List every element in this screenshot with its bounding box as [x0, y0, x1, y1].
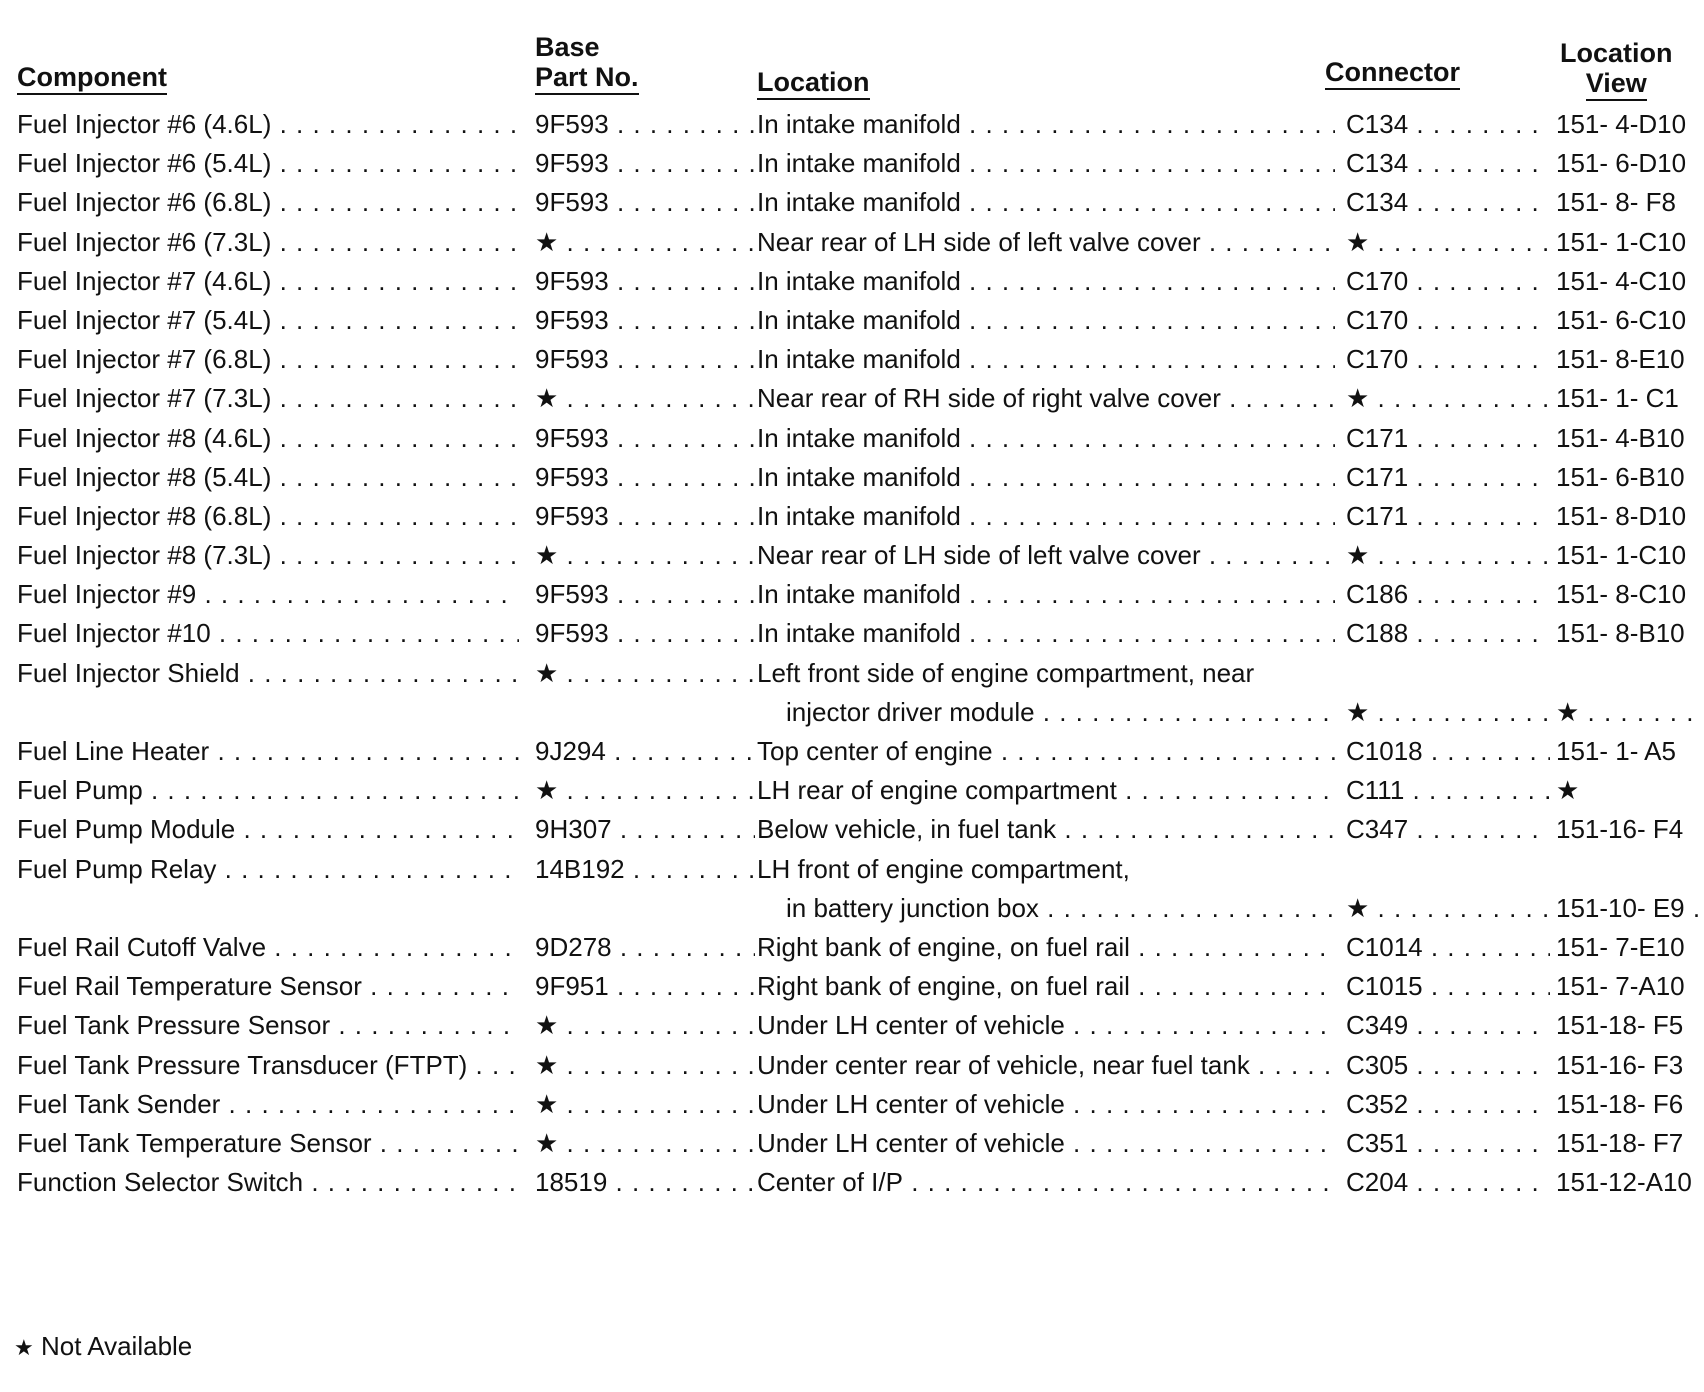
- component-cell: Fuel Injector #8 (4.6L) . . .: [17, 423, 519, 453]
- table-row: [0, 810, 1704, 849]
- part-number-cell: 9F593 . . .: [535, 109, 755, 139]
- part-number-cell: 9J294 . . .: [535, 736, 755, 766]
- location-view-cell: 151- 4-D10: [1556, 109, 1687, 139]
- component-cell: Fuel Injector #6 (7.3L) . . .: [17, 227, 519, 257]
- table-row: [0, 850, 1704, 928]
- location-view-cell: 151-16- F3: [1556, 1049, 1684, 1080]
- component-cell: Fuel Rail Cutoff Valve . . .: [17, 932, 519, 962]
- location-cell: In intake manifold . . .: [757, 462, 1335, 492]
- location-view-cell: 151- 8-E10: [1556, 344, 1685, 375]
- part-number-cell: 9F593 . . .: [535, 344, 755, 374]
- connector-cell: ★ . . .: [1346, 383, 1550, 413]
- table-row: [0, 301, 1704, 340]
- component-cell: Fuel Injector Shield . . .: [17, 658, 519, 688]
- part-number-cell: ★ . . .: [535, 540, 755, 570]
- star-icon: ★: [14, 1335, 34, 1360]
- location-cell: In intake manifold . . .: [757, 148, 1335, 178]
- location-cell: In intake manifold . . .: [757, 305, 1335, 335]
- table-body: [0, 105, 1704, 1202]
- part-number-cell: 9F593 . . .: [535, 579, 755, 609]
- table-row: [0, 1163, 1704, 1202]
- header-view-line2: View: [1586, 68, 1647, 101]
- connector-cell: C204 . . .: [1346, 1167, 1550, 1197]
- part-number-cell: ★ . . .: [535, 227, 755, 257]
- header-component-label: Component: [17, 62, 167, 95]
- location-cell: In intake manifold . . .: [757, 501, 1335, 531]
- connector-cell: C170 . . .: [1346, 266, 1550, 296]
- connector-cell: C1018 . . .: [1346, 736, 1550, 766]
- header-connector-label: Connector: [1325, 57, 1460, 90]
- component-cell: Fuel Tank Pressure Transducer (FTPT) . . .: [17, 1050, 519, 1080]
- location-cell: Center of I/P . . .: [757, 1167, 1335, 1197]
- connector-cell: C171 . . .: [1346, 501, 1550, 531]
- location-view-cell: 151- 4-C10: [1556, 265, 1687, 296]
- part-number-cell: 18519 . . .: [535, 1167, 755, 1197]
- table-row: [0, 458, 1704, 497]
- part-number-cell: ★ . . .: [535, 658, 755, 688]
- header-part-line1: Base: [535, 32, 600, 62]
- table-row: [0, 262, 1704, 301]
- component-cell: Fuel Tank Temperature Sensor . . .: [17, 1128, 519, 1158]
- location-cell: In intake manifold . . .: [757, 344, 1335, 374]
- location-view-cell: 151- 7-E10: [1556, 931, 1685, 962]
- location-cell: LH front of engine compartment,: [757, 853, 1130, 884]
- part-number-cell: 9F593 . . .: [535, 266, 755, 296]
- table-row: [0, 536, 1704, 575]
- location-view-cell: 151- 8-B10: [1556, 618, 1685, 649]
- location-view-cell: 151-12-A10: [1556, 1167, 1692, 1198]
- header-location-label: Location: [757, 67, 870, 100]
- location-view-cell: 151- 8- F8: [1556, 187, 1676, 218]
- table-row: [0, 419, 1704, 458]
- location-view-cell: 151-16- F4: [1556, 814, 1684, 845]
- footnote-text: Not Available: [40, 1331, 193, 1361]
- connector-cell: C186 . . .: [1346, 579, 1550, 609]
- location-cell: In intake manifold . . .: [757, 266, 1335, 296]
- location-cell-line2: injector driver module . . .: [786, 697, 1335, 727]
- component-cell: Fuel Injector #9 . . .: [17, 579, 519, 609]
- table-row: [0, 614, 1704, 653]
- location-cell: Right bank of engine, on fuel rail . . .: [757, 971, 1335, 1001]
- connector-cell: C1014 . . .: [1346, 932, 1550, 962]
- location-view-cell: 151- 6-D10: [1556, 148, 1687, 179]
- location-cell: In intake manifold . . .: [757, 579, 1335, 609]
- connector-cell: C171 . . .: [1346, 423, 1550, 453]
- part-number-cell: 9F593 . . .: [535, 462, 755, 492]
- header-component: [17, 62, 167, 95]
- component-cell: Fuel Pump Module . . .: [17, 814, 519, 844]
- part-number-cell: 9F593 . . .: [535, 618, 755, 648]
- component-cell: Fuel Injector #7 (4.6L) . . .: [17, 266, 519, 296]
- location-cell: Right bank of engine, on fuel rail . . .: [757, 932, 1335, 962]
- part-number-cell: ★ . . .: [535, 775, 755, 805]
- component-cell: Fuel Rail Temperature Sensor . . .: [17, 971, 519, 1001]
- component-cell: Fuel Injector #7 (5.4L) . . .: [17, 305, 519, 335]
- component-cell: Fuel Injector #10 . . .: [17, 618, 519, 648]
- connector-cell: C171 . . .: [1346, 462, 1550, 492]
- component-cell: Function Selector Switch . . .: [17, 1167, 519, 1197]
- connector-cell: C170 . . .: [1346, 344, 1550, 374]
- location-cell: Below vehicle, in fuel tank . . .: [757, 814, 1335, 844]
- location-view-cell: 151-10- E9 . . .: [1556, 893, 1704, 923]
- component-cell: Fuel Injector #8 (5.4L) . . .: [17, 462, 519, 492]
- connector-cell: C134 . . .: [1346, 109, 1550, 139]
- location-view-cell: 151-18- F6: [1556, 1088, 1684, 1119]
- component-cell: Fuel Injector #6 (5.4L) . . .: [17, 148, 519, 178]
- location-cell: Under LH center of vehicle . . .: [757, 1128, 1335, 1158]
- component-cell: Fuel Injector #6 (6.8L) . . .: [17, 187, 519, 217]
- table-row: [0, 497, 1704, 536]
- table-row: [0, 105, 1704, 144]
- location-view-cell: 151-18- F5: [1556, 1010, 1684, 1041]
- table-row: [0, 144, 1704, 183]
- location-cell: Under center rear of vehicle, near fuel tank . . .: [757, 1050, 1335, 1080]
- location-cell: In intake manifold . . .: [757, 109, 1335, 139]
- header-location: [757, 67, 870, 100]
- location-cell: Top center of engine . . .: [757, 736, 1335, 766]
- part-number-cell: ★ . . .: [535, 1010, 755, 1040]
- location-view-cell: ★: [1556, 775, 1580, 806]
- table-row: [0, 183, 1704, 222]
- connector-cell: ★ . . .: [1346, 227, 1550, 257]
- table-row: [0, 654, 1704, 732]
- location-view-cell: 151- 8-C10: [1556, 579, 1687, 610]
- header-location-view: [1560, 38, 1673, 101]
- part-number-cell: 9F593 . . .: [535, 501, 755, 531]
- location-view-cell: 151- 7-A10: [1556, 971, 1685, 1002]
- component-cell: Fuel Pump . . .: [17, 775, 519, 805]
- component-cell: Fuel Pump Relay . . .: [17, 854, 519, 884]
- part-number-cell: 14B192 . . .: [535, 854, 755, 884]
- table-row: [0, 1046, 1704, 1085]
- location-cell: In intake manifold . . .: [757, 618, 1335, 648]
- location-view-cell: 151- 1-C10: [1556, 540, 1687, 571]
- connector-cell: ★ . . .: [1346, 540, 1550, 570]
- part-number-cell: 9F951 . . .: [535, 971, 755, 1001]
- location-view-cell: 151- 1-C10: [1556, 226, 1687, 257]
- location-view-cell: 151- 6-C10: [1556, 304, 1687, 335]
- table-row: [0, 340, 1704, 379]
- component-cell: Fuel Line Heater . . .: [17, 736, 519, 766]
- table-row: [0, 1006, 1704, 1045]
- header-view-line1: Location: [1560, 38, 1673, 68]
- connector-cell: C134 . . .: [1346, 148, 1550, 178]
- location-view-cell: 151- 1- C1: [1556, 383, 1679, 414]
- part-number-cell: 9D278 . . .: [535, 932, 755, 962]
- location-cell-line2: in battery junction box . . .: [786, 893, 1335, 923]
- connector-cell: C170 . . .: [1346, 305, 1550, 335]
- part-number-cell: 9F593 . . .: [535, 148, 755, 178]
- component-cell: Fuel Injector #6 (4.6L) . . .: [17, 109, 519, 139]
- header-base-part-no: [535, 32, 639, 95]
- location-cell: Under LH center of vehicle . . .: [757, 1010, 1335, 1040]
- footnote: [14, 1331, 192, 1363]
- location-view-cell: ★ . . .: [1556, 697, 1704, 727]
- connector-cell: C351 . . .: [1346, 1128, 1550, 1158]
- location-cell: Under LH center of vehicle . . .: [757, 1089, 1335, 1119]
- part-number-cell: 9F593 . . .: [535, 305, 755, 335]
- table-row: [0, 379, 1704, 418]
- location-view-cell: 151-18- F7: [1556, 1127, 1684, 1158]
- component-cell: Fuel Injector #7 (6.8L) . . .: [17, 344, 519, 374]
- location-cell: Near rear of LH side of left valve cover . . .: [757, 540, 1335, 570]
- location-cell: Near rear of LH side of left valve cover . . .: [757, 227, 1335, 257]
- location-view-cell: 151- 6-B10: [1556, 461, 1685, 492]
- location-cell: In intake manifold . . .: [757, 423, 1335, 453]
- table-row: [0, 928, 1704, 967]
- connector-cell: C1015 . . .: [1346, 971, 1550, 1001]
- location-cell: Left front side of engine compartment, near: [757, 657, 1255, 688]
- connector-cell: ★ . . .: [1346, 893, 1550, 923]
- connector-cell: C134 . . .: [1346, 187, 1550, 217]
- location-view-cell: 151- 4-B10: [1556, 422, 1685, 453]
- component-cell: Fuel Injector #8 (6.8L) . . .: [17, 501, 519, 531]
- part-number-cell: ★ . . .: [535, 1089, 755, 1119]
- table-row: [0, 967, 1704, 1006]
- connector-cell: C305 . . .: [1346, 1050, 1550, 1080]
- part-number-cell: ★ . . .: [535, 383, 755, 413]
- connector-cell: ★ . . .: [1346, 697, 1550, 727]
- part-number-cell: ★ . . .: [535, 1128, 755, 1158]
- table-row: [0, 732, 1704, 771]
- table-row: [0, 1085, 1704, 1124]
- location-cell: Near rear of RH side of right valve cover . . .: [757, 383, 1335, 413]
- table-row: [0, 575, 1704, 614]
- table-row: [0, 223, 1704, 262]
- connector-cell: C111 . . .: [1346, 775, 1550, 805]
- part-number-cell: 9H307 . . .: [535, 814, 755, 844]
- location-cell: LH rear of engine compartment . . .: [757, 775, 1335, 805]
- table-row: [0, 771, 1704, 810]
- connector-cell: C188 . . .: [1346, 618, 1550, 648]
- connector-cell: C352 . . .: [1346, 1089, 1550, 1119]
- connector-cell: C349 . . .: [1346, 1010, 1550, 1040]
- component-cell: Fuel Injector #8 (7.3L) . . .: [17, 540, 519, 570]
- location-view-cell: 151- 8-D10: [1556, 500, 1687, 531]
- part-number-cell: 9F593 . . .: [535, 187, 755, 217]
- component-cell: Fuel Injector #7 (7.3L) . . .: [17, 383, 519, 413]
- header-part-line2: Part No.: [535, 62, 639, 95]
- location-cell: In intake manifold . . .: [757, 187, 1335, 217]
- table-row: [0, 1124, 1704, 1163]
- component-cell: Fuel Tank Pressure Sensor . . .: [17, 1010, 519, 1040]
- part-number-cell: 9F593 . . .: [535, 423, 755, 453]
- component-cell: Fuel Tank Sender . . .: [17, 1089, 519, 1119]
- header-connector: [1325, 57, 1460, 90]
- connector-cell: C347 . . .: [1346, 814, 1550, 844]
- part-number-cell: ★ . . .: [535, 1050, 755, 1080]
- location-view-cell: 151- 1- A5: [1556, 736, 1676, 767]
